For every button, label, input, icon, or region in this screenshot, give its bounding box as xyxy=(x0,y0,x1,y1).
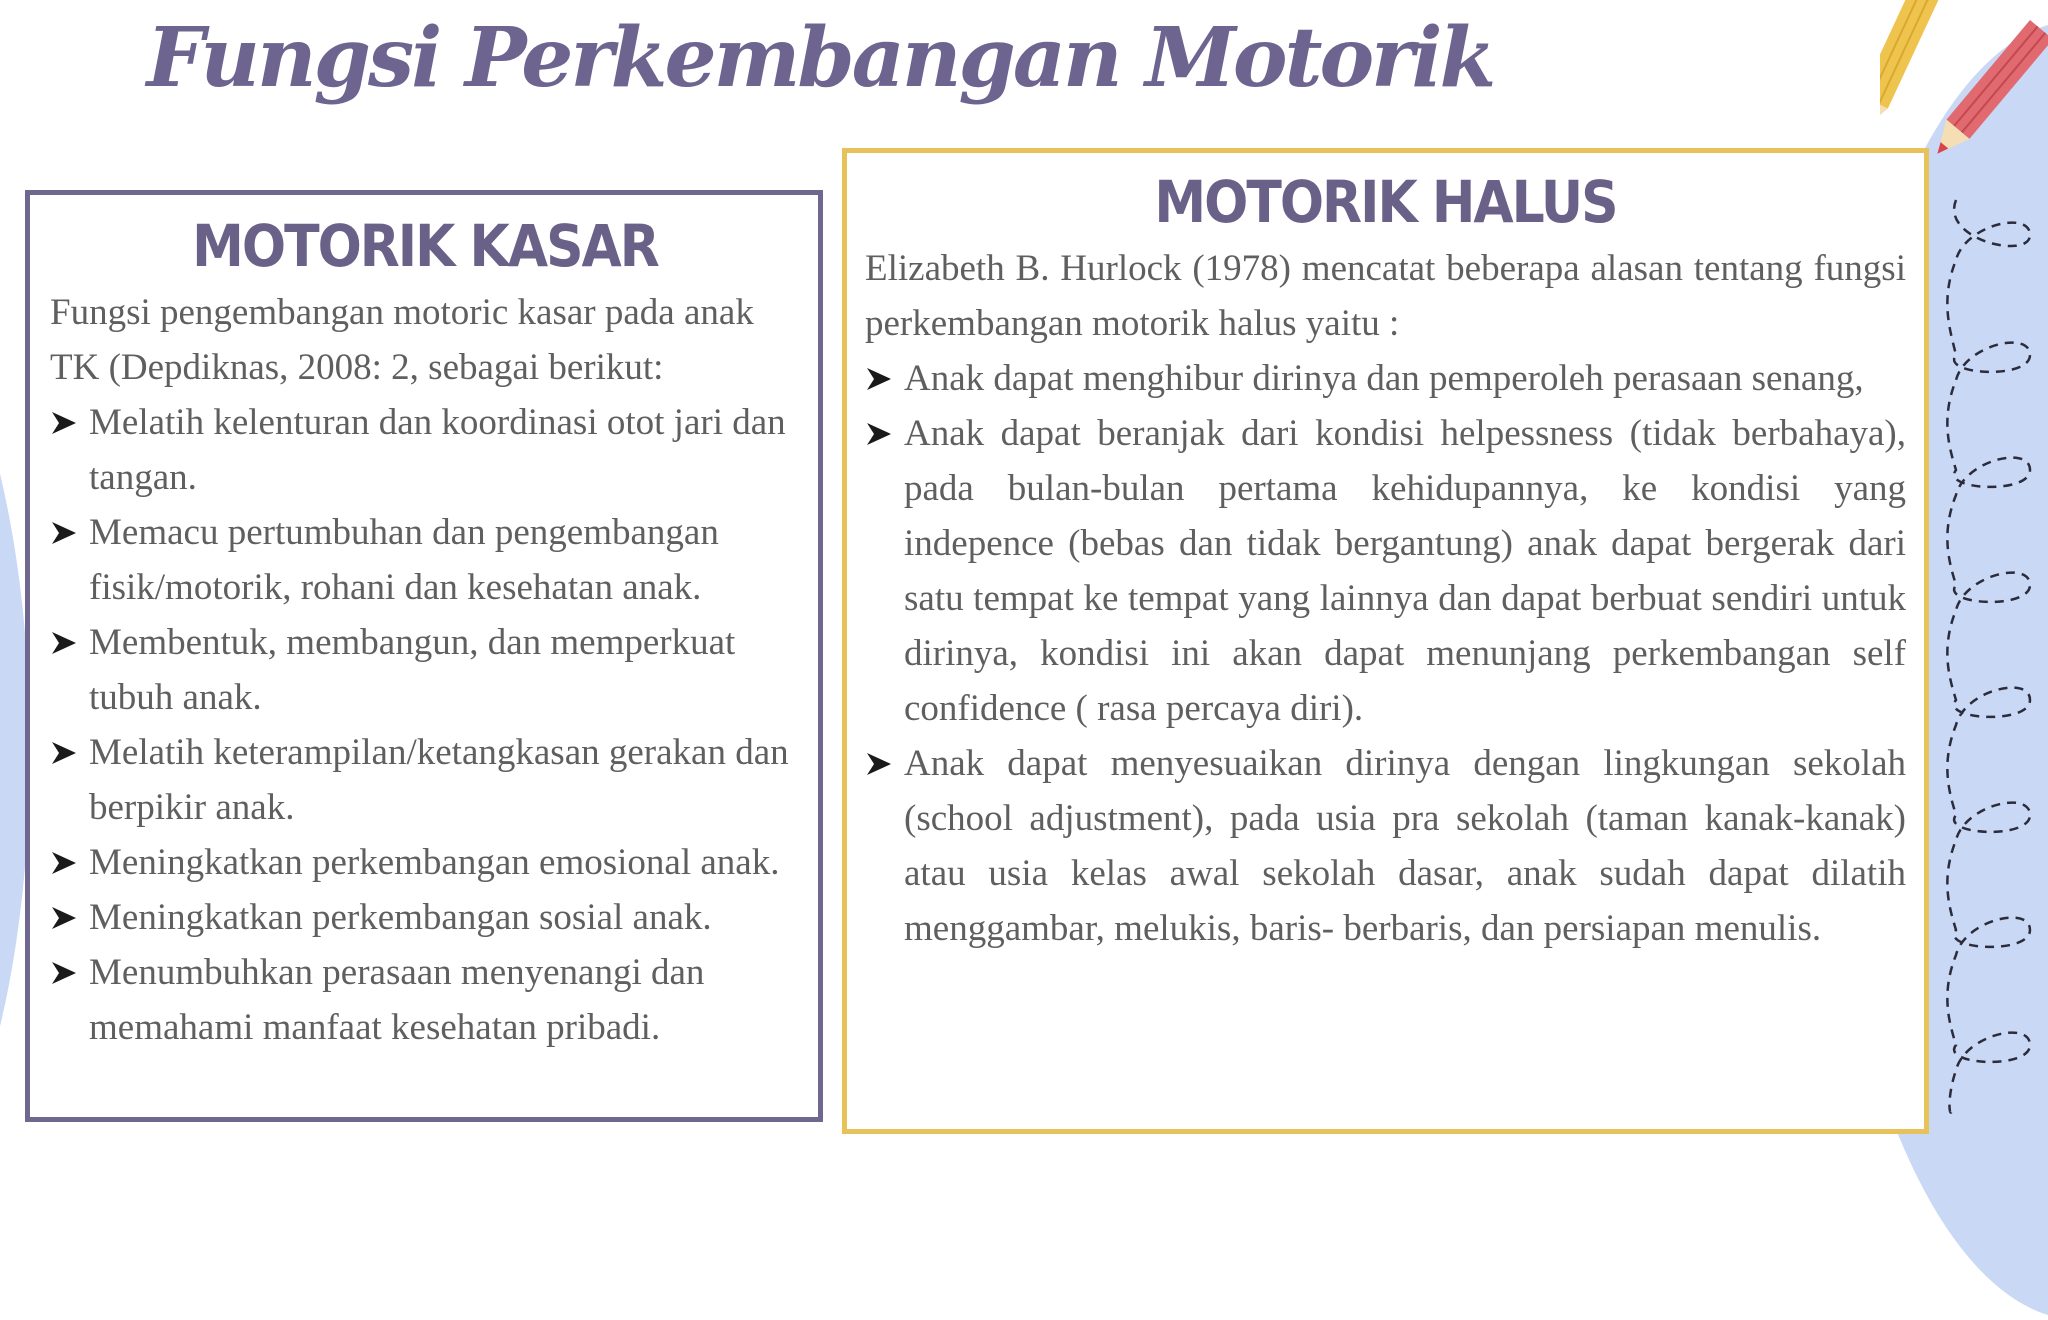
dashed-loop-line-icon xyxy=(1947,200,2030,1113)
bullet-arrow-icon xyxy=(50,740,78,766)
motorik-halus-heading: MOTORIK HALUS xyxy=(1154,169,1617,237)
motorik-halus-intro: Elizabeth B. Hurlock (1978) mencatat beberapa alasan tentang fungsi perkembangan motorik halus yaitu : xyxy=(865,248,1906,344)
motorik-kasar-intro: Fungsi pengembangan motoric kasar pada anak TK (Depdiknas, 2008: 2, sebagai berikut: xyxy=(50,292,754,388)
bullet-arrow-icon xyxy=(50,410,78,436)
list-item: Meningkatkan perkembangan emosional anak. xyxy=(50,835,800,890)
list-item: Menumbuhkan perasaan menyenangi dan memahami manfaat kesehatan pribadi. xyxy=(50,945,800,1055)
bullet-arrow-icon xyxy=(865,421,893,447)
motorik-kasar-panel xyxy=(25,190,823,1122)
yellow-pencil-icon xyxy=(1880,0,1951,138)
list-item: Memacu pertumbuhan dan pengembangan fisik/motorik, rohani dan kesehatan anak. xyxy=(50,505,800,615)
bullet-arrow-icon xyxy=(50,905,78,931)
list-item: Melatih kelenturan dan koordinasi otot jari dan tangan. xyxy=(50,395,800,505)
slide-title: Fungsi Perkembangan Motorik xyxy=(146,10,1494,106)
list-item: Anak dapat menyesuaikan dirinya dengan lingkungan sekolah (school adjustment), pada usia pra sekolah (taman kanak-kanak) atau usia kelas awal sekolah dasar, anak sudah dapat dilatih menggambar, melukis, baris- berbaris, dan persiapan menulis. xyxy=(865,736,1906,956)
motorik-kasar-list xyxy=(50,395,800,1055)
bullet-arrow-icon xyxy=(50,850,78,876)
motorik-halus-list xyxy=(865,351,1906,956)
list-item: Membentuk, membangun, dan memperkuat tubuh anak. xyxy=(50,615,800,725)
bullet-arrow-icon xyxy=(50,630,78,656)
list-item: Meningkatkan perkembangan sosial anak. xyxy=(50,890,800,945)
list-item: Anak dapat menghibur dirinya dan pemperoleh perasaan senang, xyxy=(865,351,1906,406)
red-pencil-icon xyxy=(1926,20,2048,163)
bullet-arrow-icon xyxy=(865,751,893,777)
list-item: Melatih keterampilan/ketangkasan gerakan dan berpikir anak. xyxy=(50,725,800,835)
bullet-arrow-icon xyxy=(50,960,78,986)
motorik-halus-panel xyxy=(842,148,1929,1134)
motorik-kasar-heading: MOTORIK KASAR xyxy=(192,213,658,281)
bullet-arrow-icon xyxy=(50,520,78,546)
list-item: Anak dapat beranjak dari kondisi helpessness (tidak berbahaya), pada bulan-bulan pertama kehidupannya, ke kondisi yang indepence (bebas dan tidak bergantung) anak dapat bergerak dari satu tempat ke tempat yang lainnya dan dapat berbuat sendiri untuk dirinya, kondisi ini akan dapat menunjang perkembangan self confidence ( rasa percaya diri). xyxy=(865,406,1906,736)
bullet-arrow-icon xyxy=(865,366,893,392)
